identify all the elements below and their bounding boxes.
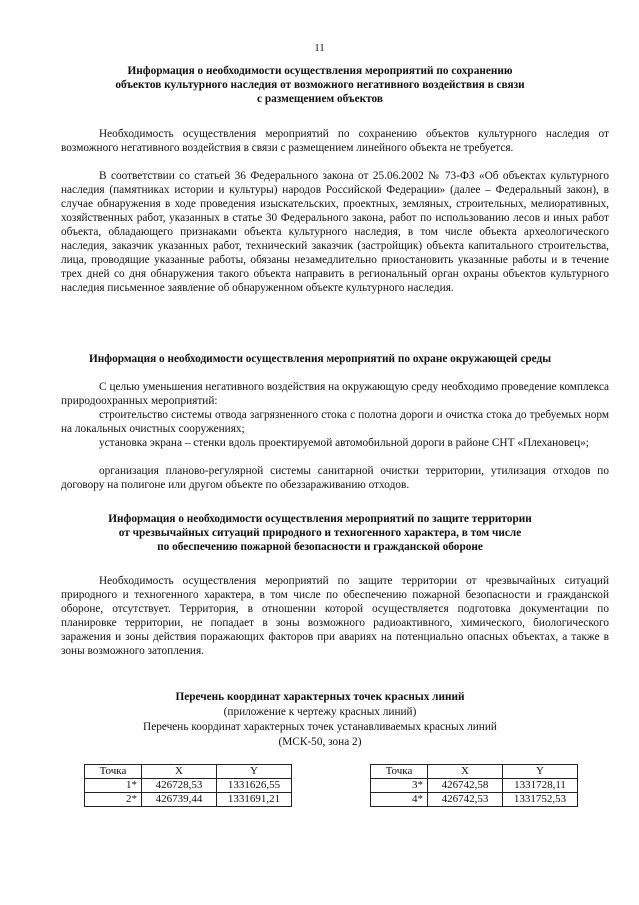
section2-list-item-3-text: организация планово-регулярной системы санитарной очистки территории, утилизация отходов по договору на полигоне или другом объекте по обеззараживанию отходов. bbox=[61, 465, 609, 491]
section2-list-item-1-text: строительство системы отвода загрязненного стока с полотна дороги и очистка стока до требуемых норм на локальных очистных сооружениях; bbox=[61, 409, 609, 435]
cell-point: 2* bbox=[85, 793, 142, 807]
header-point: Точка bbox=[85, 765, 142, 779]
section3-title bbox=[40, 512, 600, 554]
cell-point: 3* bbox=[371, 779, 428, 793]
cell-y: 1331752,53 bbox=[503, 793, 578, 807]
section2-paragraph-1-text: С целью уменьшения негативного воздействия на окружающую среду необходимо проведение комплекса природоохранных мероприятий: bbox=[61, 381, 609, 407]
coords-subtitle-2: Перечень координат характерных точек устанавливаемых красных линий bbox=[143, 721, 497, 733]
cell-y: 1331728,11 bbox=[503, 779, 578, 793]
table-row bbox=[85, 793, 292, 807]
section1-title-line: Информация о необходимости осуществления мероприятий по сохранению bbox=[127, 65, 513, 77]
coords-table-left bbox=[84, 764, 292, 807]
section3-title-line: от чрезвычайных ситуаций природного и техногенного характера, в том числе bbox=[118, 527, 522, 539]
section2-list-item-1 bbox=[61, 408, 609, 436]
cell-point: 1* bbox=[85, 779, 142, 793]
section1-title bbox=[40, 64, 600, 106]
section2-list-item-2 bbox=[61, 436, 609, 450]
cell-x: 426739,44 bbox=[142, 793, 217, 807]
table-row bbox=[85, 779, 292, 793]
section1-paragraph-2 bbox=[61, 169, 609, 295]
coords-table-right bbox=[370, 764, 578, 807]
section2-list-item-3 bbox=[61, 464, 609, 492]
section3-paragraph-1 bbox=[61, 574, 609, 658]
section1-paragraph-1 bbox=[61, 127, 609, 155]
section2-paragraph-1 bbox=[61, 380, 609, 408]
header-x: X bbox=[142, 765, 217, 779]
section1-title-line: объектов культурного наследия от возможного негативного воздействия в связи bbox=[115, 79, 525, 91]
coords-subtitle-3: (МСК-50, зона 2) bbox=[278, 736, 362, 748]
cell-x: 426728,53 bbox=[142, 779, 217, 793]
cell-x: 426742,58 bbox=[428, 779, 503, 793]
section1-paragraph-1-text: Необходимость осуществления мероприятий по сохранению объектов культурного наследия от возможного негативного воздействия в связи с размещением линейного объекта не требуется. bbox=[61, 128, 609, 154]
section2-list-item-2-text: установка экрана – стенки вдоль проектируемой автомобильной дороги в районе СНТ «Плехановец»; bbox=[99, 437, 589, 449]
section3-paragraph-1-text: Необходимость осуществления мероприятий по защите территории от чрезвычайных ситуаций природного и техногенного характера, в том числе по обеспечению пожарной безопасности и гражданской обороне, отсутствует. Территория, в отношении которой осуществляется подготовка документации по планировке территории, не попадает в зоны возможного радиоактивного, химического, биологического заражения и зоны действия поражающих факторов при авариях на потенциально опасных объектах, а также в зоны возможного затопления. bbox=[61, 575, 609, 657]
header-point: Точка bbox=[371, 765, 428, 779]
section3-title-line: Информация о необходимости осуществления мероприятий по защите территории bbox=[108, 513, 532, 525]
table-header-row bbox=[85, 765, 292, 779]
section1-paragraph-2-text: В соответствии со статьей 36 Федерального закона от 25.06.2002 № 73-ФЗ «Об объектах культурного наследия (памятниках истории и культуры) народов Российской Федерации» (далее – Федеральный закон), в случае обнаружения в ходе проведения изыскательских, проектных, земляных, строительных, мелиоративных, хозяйственных работ, указанных в статье 30 Федерального закона, работ по использованию лесов и иных работ объекта, обладающего признаками объекта культурного наследия, в том числе объекта археологического наследия, заказчик указанных работ, технический заказчик (застройщик) объекта капитального строительства, лица, проводящие указанные работы, обязаны незамедлительно приостановить указанные работы и в течение трех дней со дня обнаружения такого объекта направить в региональный орган охраны объектов культурного наследия письменное заявление об обнаруженном объекте культурного наследия. bbox=[61, 170, 609, 294]
page-number: 11 bbox=[314, 42, 325, 54]
cell-x: 426742,53 bbox=[428, 793, 503, 807]
coords-subtitle-1: (приложение к чертежу красных линий) bbox=[223, 706, 417, 718]
table-header-row bbox=[371, 765, 578, 779]
cell-y: 1331691,21 bbox=[217, 793, 292, 807]
header-x: X bbox=[428, 765, 503, 779]
section3-title-line: по обеспечению пожарной безопасности и гражданской обороне bbox=[157, 541, 483, 553]
table-row bbox=[371, 793, 578, 807]
cell-point: 4* bbox=[371, 793, 428, 807]
cell-y: 1331626,55 bbox=[217, 779, 292, 793]
table-row bbox=[371, 779, 578, 793]
header-y: Y bbox=[503, 765, 578, 779]
section2-title: Информация о необходимости осуществления мероприятий по охране окружающей среды bbox=[88, 353, 552, 365]
header-y: Y bbox=[217, 765, 292, 779]
section1-title-line: с размещением объектов bbox=[257, 93, 383, 105]
coords-title: Перечень координат характерных точек красных линий bbox=[175, 691, 465, 703]
